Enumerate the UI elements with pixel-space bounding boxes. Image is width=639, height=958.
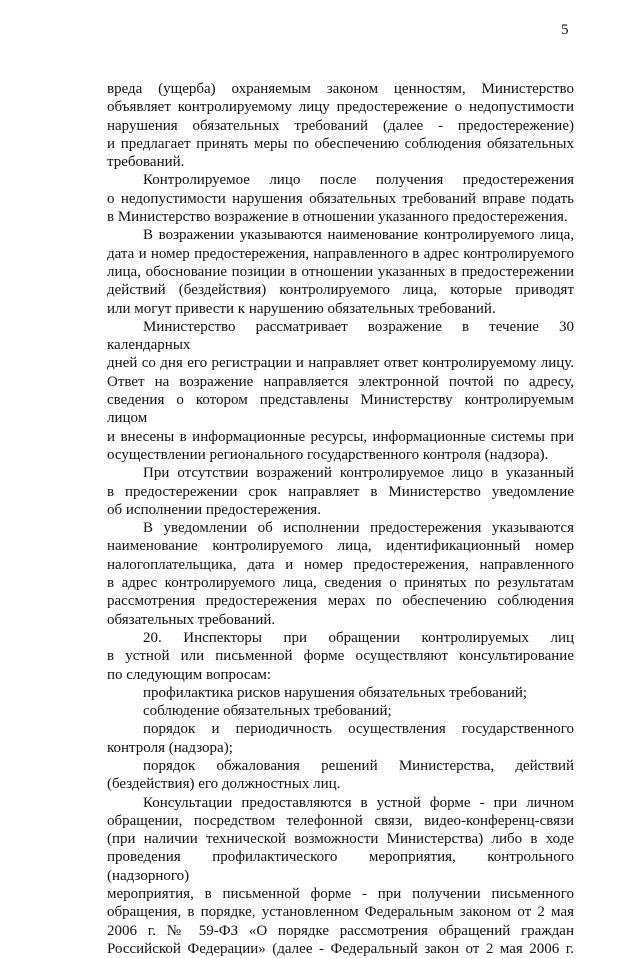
document-body: [107, 80, 574, 958]
text-line: При отсутствии возражений контролируемое лицо в указанный: [143, 465, 574, 482]
text-line: об исполнении предостережения.: [107, 501, 321, 518]
text-line: обращения, в порядке, установленном Федеральным законом от 2 мая: [107, 904, 574, 921]
text-line: в предостережении срок направляет в Министерство уведомление: [107, 483, 574, 500]
text-line: обязательных требований.: [107, 611, 276, 628]
text-line: требований.: [107, 154, 185, 171]
text-line: В уведомлении об исполнении предостережения указываются: [143, 520, 574, 537]
text-line: контроля (надзора);: [107, 739, 233, 756]
text-line: объявляет контролируемому лицу предостережение о недопустимости: [107, 99, 574, 116]
text-line: обращении, посредством телефонной связи, видео-конференц-связи: [107, 812, 574, 829]
text-line: действий (бездействия) контролируемого лица, которые приводят: [107, 282, 574, 299]
text-line: лица, обоснование позиции в отношении указанных в предостережении: [107, 263, 574, 280]
text-line: мероприятия, в письменной форме - при получении письменного: [107, 886, 574, 903]
text-line: и предлагает принять меры по обеспечению соблюдения обязательных: [107, 135, 574, 152]
text-line: (бездействия) его должностных лиц.: [107, 776, 341, 793]
text-line: и внесены в информационные ресурсы, информационные системы при: [107, 428, 574, 445]
text-line: соблюдение обязательных требований;: [143, 703, 392, 720]
text-line: по следующим вопросам:: [107, 666, 272, 683]
text-line: Министерство рассматривает возражение в течение 30 календарных: [107, 318, 574, 354]
text-line: 2006 г. № 59-ФЗ «О порядке рассмотрения обращений граждан: [107, 922, 574, 939]
text-line: нарушения обязательных требований (далее - предостережение): [107, 117, 574, 134]
text-line: налогоплательщика, дата и номер предостережения, направленного: [107, 556, 574, 573]
text-line: рассмотрения предостережения мерах по обеспечению соблюдения: [107, 593, 574, 610]
text-line: дней со дня его регистрации и направляет ответ контролируемому лицу.: [107, 355, 574, 372]
text-line: в Министерство возражение в отношении указанного предостережения.: [107, 209, 568, 226]
text-line: вреда (ущерба) охраняемым законом ценностям, Министерство: [107, 81, 574, 97]
text-line: в адрес контролируемого лица, сведения о принятых по результатам: [107, 575, 574, 592]
text-line: проведения профилактического мероприятия, контрольного (надзорного): [107, 849, 574, 884]
text-line: В возражении указываются наименование контролируемого лица,: [143, 227, 574, 244]
text-line: о недопустимости нарушения обязательных требований вправе подать: [107, 190, 574, 207]
text-line: Российской Федерации» (далее - Федеральный закон от 2 мая 2006 г.: [107, 940, 574, 957]
text-line: (при наличии технической возможности Министерства) либо в ходе: [107, 831, 574, 848]
text-line: осуществлении регионального государственного контроля (надзора).: [107, 446, 549, 463]
text-line: профилактика рисков нарушения обязательных требований;: [143, 684, 528, 701]
text-line: сведения о котором представлены Министерству контролируемым лицом: [107, 392, 574, 427]
text-line: 20. Инспекторы при обращении контролируемых лиц: [143, 629, 574, 646]
page-number: 5: [561, 22, 569, 38]
text-line: Контролируемое лицо после получения предостережения: [143, 172, 574, 189]
text-line: Ответ на возражение направляется электронной почтой по адресу,: [107, 373, 574, 390]
text-line: Консультации предоставляются в устной форме - при личном: [143, 794, 574, 811]
text-line: наименование контролируемого лица, идентификационный номер: [107, 538, 574, 555]
text-line: порядок и периодичность осуществления государственного: [143, 721, 574, 738]
text-line: в устной или письменной форме осуществляют консультирование: [107, 648, 574, 665]
text-line: порядок обжалования решений Министерства, действий: [143, 757, 574, 774]
text-line: дата и номер предостережения, направленного в адрес контролируемого: [107, 245, 574, 262]
text-line: или могут привести к нарушению обязательных требований.: [107, 300, 496, 317]
